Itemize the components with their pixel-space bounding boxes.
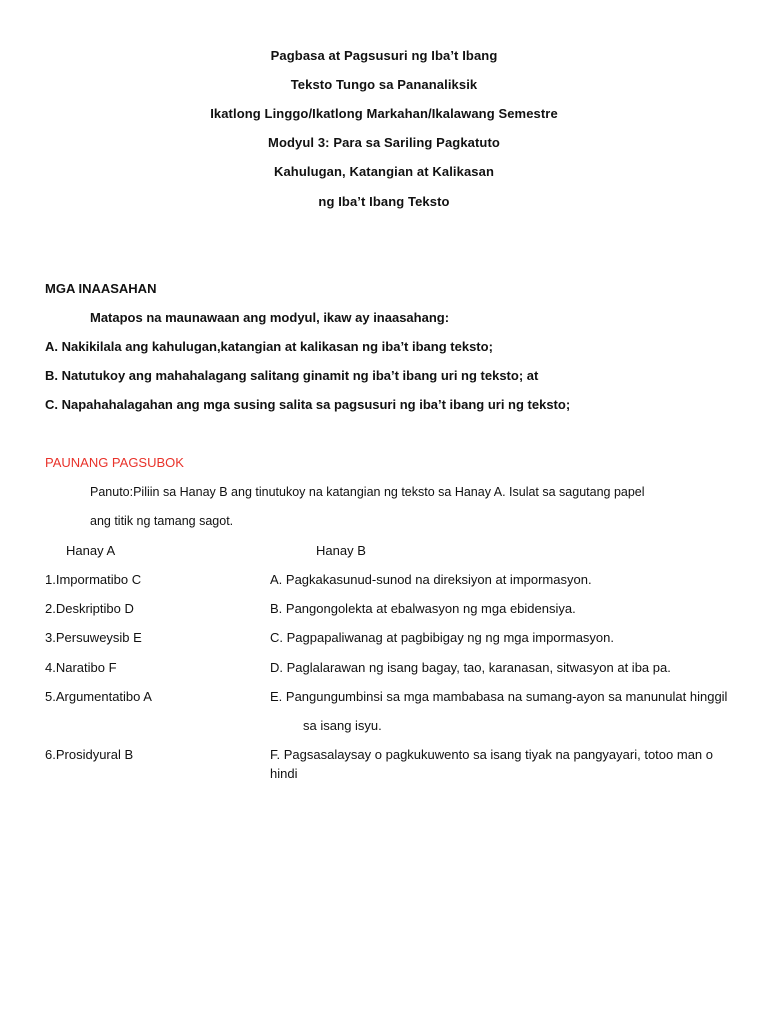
pagsubok-instruction-2: ang titik ng tamang sagot.: [90, 514, 234, 528]
header-line-1: Pagbasa at Pagsusuri ng Iba’t Ibang: [270, 48, 498, 63]
hanay-b-header: Hanay B: [316, 543, 366, 558]
hanay-a-item: 4.Naratibo F: [45, 660, 117, 675]
hanay-a-item: 2.Deskriptibo D: [45, 601, 134, 616]
pagsubok-instruction-1: Panuto:Piliin sa Hanay B ang tinutukoy na katangian ng teksto sa Hanay A. Isulat sa sagutang papel: [90, 485, 645, 499]
hanay-a-item: 5.Argumentatibo A: [45, 689, 152, 704]
hanay-a-header: Hanay A: [66, 543, 116, 558]
hanay-b-item: E. Pangungumbinsi sa mga mambabasa na sumang-ayon sa manunulat hinggil: [270, 689, 728, 704]
header-line-6: ng Iba’t Ibang Teksto: [318, 194, 450, 209]
header-line-3: Ikatlong Linggo/Ikatlong Markahan/Ikalawang Semestre: [210, 106, 558, 121]
hanay-b-item: B. Pangongolekta at ebalwasyon ng mga ebidensiya.: [270, 601, 576, 616]
hanay-a-item: 6.Prosidyural B: [45, 747, 134, 762]
hanay-b-item: A. Pagkakasunud-sunod na direksiyon at impormasyon.: [270, 572, 592, 587]
header-line-5: Kahulugan, Katangian at Kalikasan: [273, 164, 494, 179]
hanay-b-item: C. Pagpapaliwanag at pagbibigay ng ng mga impormasyon.: [270, 630, 614, 645]
inaasahan-heading: MGA INAASAHAN: [45, 281, 157, 296]
inaasahan-item-a: A. Nakikilala ang kahulugan,katangian at kalikasan ng iba’t ibang teksto;: [45, 339, 493, 354]
hanay-a-item: 1.Impormatibo C: [45, 572, 142, 587]
inaasahan-item-b: B. Natutukoy ang mahahalagang salitang ginamit ng iba’t ibang uri ng teksto; at: [45, 368, 539, 383]
inaasahan-item-c: C. Napahahalagahan ang mga susing salita sa pagsusuri ng iba’t ibang uri ng teksto;: [45, 397, 571, 412]
inaasahan-intro: Matapos na maunawaan ang modyul, ikaw ay inaasahang:: [90, 310, 450, 325]
hanay-b-item: F. Pagsasalaysay o pagkukuwento sa isang tiyak na pangyayari, totoo man o: [270, 747, 713, 762]
hanay-b-item-continuation: hindi: [270, 766, 298, 781]
pagsubok-heading: PAUNANG PAGSUBOK: [45, 455, 184, 470]
hanay-a-item: 3.Persuweysib E: [45, 630, 142, 645]
hanay-b-item-continuation: sa isang isyu.: [303, 718, 382, 733]
header-line-4: Modyul 3: Para sa Sariling Pagkatuto: [268, 135, 500, 150]
header-line-2: Teksto Tungo sa Pananaliksik: [290, 77, 478, 92]
hanay-b-item: D. Paglalarawan ng isang bagay, tao, karanasan, sitwasyon at iba pa.: [270, 660, 671, 675]
